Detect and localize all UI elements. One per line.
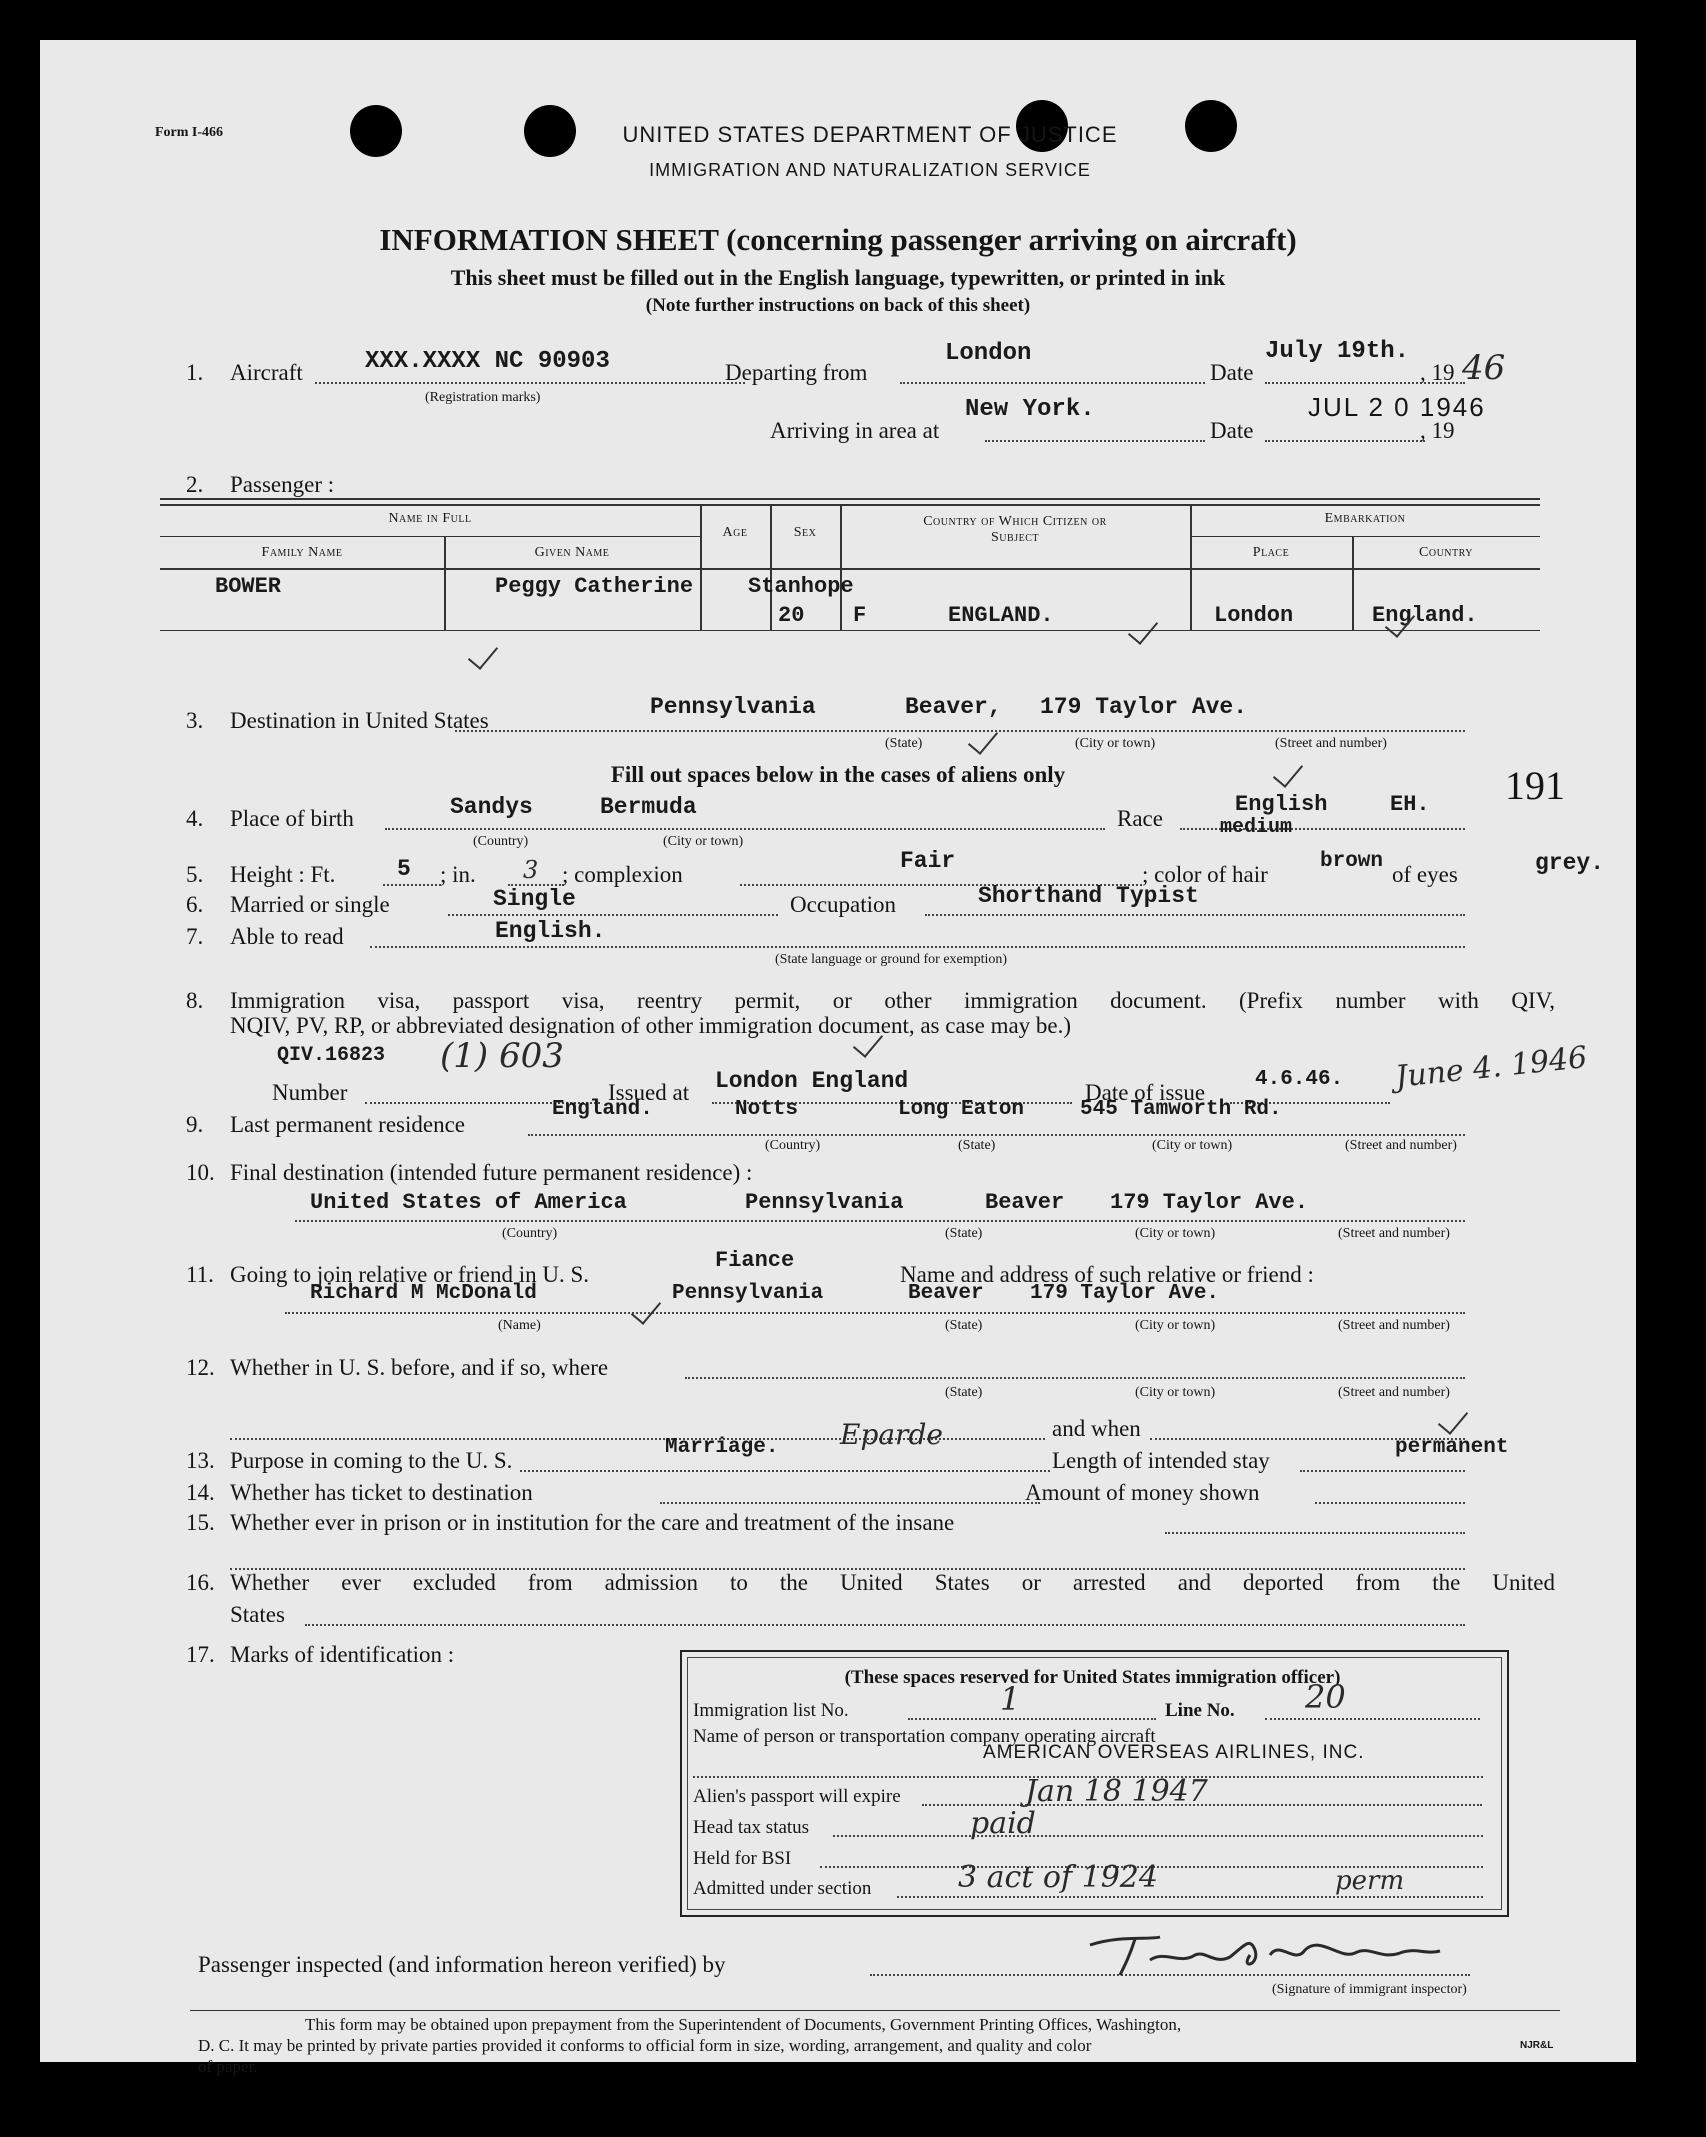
stay-label: Length of intended stay <box>1052 1448 1270 1473</box>
document-instructions-2: NQIV, PV, RP, or abbreviated designation of other immigration document, as case may be.) <box>230 1013 1072 1038</box>
page-number: 191 <box>1505 763 1565 808</box>
hair-label: ; color of hair <box>1142 862 1268 887</box>
state-caption: (State) <box>945 1226 983 1241</box>
bsi-label: Held for BSI <box>693 1848 792 1869</box>
city-caption: (City or town) <box>1135 1318 1216 1333</box>
sex-header: Sex <box>793 525 817 540</box>
language-caption: (State language or ground for exemption) <box>775 952 1008 967</box>
final-city: Beaver <box>985 1190 1065 1215</box>
and-when-label: and when <box>1052 1416 1141 1441</box>
prison-label: Whether ever in prison or in institution for the care and treatment of the insane <box>230 1510 955 1535</box>
check-mark <box>1128 613 1158 645</box>
footer-text-1: This form may be obtained upon prepayment from the Superintendent of Documents, Government Printing Offices, Washington, <box>305 2015 1182 2034</box>
item-number: 11. <box>186 1262 214 1287</box>
state-caption: (State) <box>945 1318 983 1333</box>
city-caption: (City or town) <box>1075 736 1156 751</box>
destination-state: Pennsylvania <box>650 694 816 720</box>
country-caption: (Country) <box>502 1226 558 1241</box>
race-label: Race <box>1117 806 1163 831</box>
passport-expire-label: Alien's passport will expire <box>693 1786 901 1807</box>
state-caption: (State) <box>958 1138 996 1153</box>
aliens-heading: Fill out spaces below in the cases of aliens only <box>610 762 1066 787</box>
departure-date-value: July 19th. <box>1265 338 1410 365</box>
birth-country: Sandys <box>450 794 533 820</box>
country-header: Country <box>1419 545 1473 560</box>
item-number: 16. <box>186 1570 215 1595</box>
document-instructions-1: Immigration visa, passport visa, reentry permit, or other immigration document. (Prefix number with QIV, <box>230 988 1555 1013</box>
purpose-value: Marriage. <box>665 1436 779 1459</box>
country-caption: (Country) <box>473 834 529 849</box>
street-caption: (Street and number) <box>1338 1385 1450 1400</box>
marital-value: Single <box>493 886 576 912</box>
eyes-value: grey. <box>1535 850 1605 876</box>
family-name-value: BOWER <box>215 574 282 599</box>
departure-year-value: 46 <box>1462 348 1506 388</box>
relation-value: Fiance <box>715 1248 795 1273</box>
identification-marks-label: Marks of identification : <box>230 1642 455 1667</box>
admitted-section-extra: perm <box>1335 1866 1405 1896</box>
item-number: 10. <box>186 1160 215 1185</box>
street-caption: (Street and number) <box>1275 736 1387 751</box>
head-tax-label: Head tax status <box>693 1817 810 1838</box>
arriving-label: Arriving in area at <box>770 418 940 443</box>
item-number: 13. <box>186 1448 215 1473</box>
date-label: Date <box>1210 360 1254 385</box>
relative-street: 179 Taylor Ave. <box>1030 1282 1220 1305</box>
punch-hole <box>1185 100 1237 152</box>
join-relative-label: Going to join relative or friend in U. S. <box>230 1262 589 1287</box>
state-caption: (State) <box>945 1385 983 1400</box>
family-name-header: Family Name <box>261 545 343 560</box>
issue-date-value: 4.6.46. <box>1255 1068 1344 1091</box>
check-mark <box>631 1293 661 1325</box>
city-caption: (City or town) <box>663 834 744 849</box>
footer-text-3: of paper. <box>198 2057 258 2076</box>
arrival-stamp: JUL 2 0 1946 <box>1308 392 1486 422</box>
purpose-handwritten: Eparde <box>840 1418 943 1451</box>
name-caption: (Name) <box>498 1318 541 1333</box>
residence-state: Notts <box>735 1098 799 1121</box>
stay-value: permanent <box>1395 1436 1509 1459</box>
embarkation-header: Embarkation <box>1324 511 1406 526</box>
excluded-label: Whether ever excluded from admission to the United States or arrested and deported from the United <box>230 1570 1555 1595</box>
residence-city: Long Eaton <box>898 1098 1025 1121</box>
final-street: 179 Taylor Ave. <box>1110 1190 1309 1215</box>
arrival-year-prefix: , 19 <box>1420 418 1455 443</box>
visa-handwritten: (1) 603 <box>440 1036 564 1076</box>
destination-label: Destination in United States <box>230 708 489 733</box>
footer-code: NJR&L <box>1520 2040 1554 2051</box>
form-number: Form I-466 <box>155 125 224 140</box>
street-caption: (Street and number) <box>1345 1138 1457 1153</box>
punch-hole <box>524 105 576 157</box>
arriving-value: New York. <box>965 396 1095 423</box>
place-header: Place <box>1252 545 1290 560</box>
street-caption: (Street and number) <box>1338 1318 1450 1333</box>
destination-street: 179 Taylor Ave. <box>1040 694 1248 720</box>
department-name: UNITED STATES DEPARTMENT OF JUSTICE <box>622 122 1118 147</box>
height-inches: 3 <box>523 856 539 884</box>
aircraft-label: Aircraft <box>230 360 303 385</box>
page-subtitle: This sheet must be filled out in the English language, typewritten, or printed in ink <box>450 265 1226 290</box>
item-number: 3. <box>186 708 204 733</box>
registration-caption: (Registration marks) <box>425 390 541 405</box>
final-state: Pennsylvania <box>745 1190 904 1215</box>
item-number: 4. <box>186 806 204 831</box>
immigration-list-value: 1 <box>1000 1680 1021 1718</box>
city-caption: (City or town) <box>1152 1138 1233 1153</box>
city-caption: (City or town) <box>1135 1385 1216 1400</box>
given-name-value: Peggy Catherine <box>495 574 694 599</box>
admitted-section-label: Admitted under section <box>693 1878 872 1899</box>
page-title: INFORMATION SHEET (concerning passenger arriving on aircraft) <box>379 222 1297 257</box>
hair-value: brown <box>1320 850 1384 873</box>
race-code: EH. <box>1390 792 1430 817</box>
sex-value: F <box>853 603 867 628</box>
previous-visit-label: Whether in U. S. before, and if so, where <box>230 1355 609 1380</box>
item-number: 12. <box>186 1355 215 1380</box>
item-number: 2. <box>186 472 204 497</box>
citizenship-header: Country of Which Citizen or Subject <box>923 514 1107 545</box>
embarkation-country-value: England. <box>1372 603 1478 628</box>
admitted-section-value: 3 act of 1924 <box>958 1860 1158 1895</box>
item-number: 8. <box>186 988 204 1013</box>
relative-state: Pennsylvania <box>672 1282 824 1305</box>
company-value: AMERICAN OVERSEAS AIRLINES, INC. <box>983 1742 1365 1763</box>
line-number-label: Line No. <box>1165 1700 1235 1721</box>
check-mark <box>468 638 498 670</box>
relative-city: Beaver <box>908 1282 984 1305</box>
company-label: Name of person or transportation company operating aircraft <box>693 1726 1156 1747</box>
line-number-value: 20 <box>1305 1678 1346 1716</box>
height-label: Height : Ft. <box>230 862 336 887</box>
name-in-full-header: Name in Full <box>388 511 472 526</box>
departing-value: London <box>945 340 1032 367</box>
document-sheet <box>40 40 1636 2076</box>
height-feet: 5 <box>397 856 411 882</box>
read-label: Able to read <box>230 924 344 949</box>
ticket-label: Whether has ticket to destination <box>230 1480 533 1505</box>
embarkation-place-value: London <box>1214 603 1294 628</box>
age-header: Age <box>722 525 748 540</box>
aircraft-value: XXX.XXXX NC 90903 <box>365 348 610 375</box>
marital-label: Married or single <box>230 892 390 917</box>
destination-city: Beaver, <box>905 694 1002 720</box>
excluded-label-2: States <box>230 1602 285 1627</box>
read-value: English. <box>495 918 606 944</box>
departing-label: Departing from <box>725 360 868 385</box>
complexion-label: ; complexion <box>562 862 683 887</box>
birthplace-label: Place of birth <box>230 806 354 831</box>
issue-date-handwritten: June 4. 1946 <box>1393 1040 1589 1095</box>
issue-date-label: Date of issue <box>1085 1080 1206 1105</box>
city-caption: (City or town) <box>1135 1226 1216 1241</box>
item-number: 15. <box>186 1510 215 1535</box>
visa-typed: QIV.16823 <box>277 1044 386 1067</box>
item-number: 9. <box>186 1112 204 1137</box>
item-number: 17. <box>186 1642 215 1667</box>
residence-street: 545 Tamworth Rd. <box>1080 1098 1282 1121</box>
service-name: IMMIGRATION AND NATURALIZATION SERVICE <box>649 160 1091 180</box>
citizenship-value: ENGLAND. <box>948 603 1054 628</box>
item-number: 6. <box>186 892 204 917</box>
officer-box-heading: (These spaces reserved for United States immigration officer) <box>844 1667 1341 1688</box>
occupation-label: Occupation <box>790 892 897 917</box>
passenger-label: Passenger : <box>230 472 335 497</box>
item-number: 14. <box>186 1480 215 1505</box>
inspector-signature <box>1080 1925 1460 1985</box>
race-value-2: medium <box>1220 816 1293 839</box>
residence-label: Last permanent residence <box>230 1112 465 1137</box>
item-number: 5. <box>186 862 204 887</box>
given-name-extra: Stanhope <box>748 574 854 599</box>
inspection-label: Passenger inspected (and information hereon verified) by <box>198 1952 726 1977</box>
check-mark <box>968 723 998 755</box>
check-mark <box>1438 1403 1468 1435</box>
race-value: English <box>1235 792 1328 817</box>
number-label: Number <box>272 1080 348 1105</box>
passport-expire-value: Jan 18 1947 <box>1025 1774 1208 1809</box>
street-caption: (Street and number) <box>1338 1226 1450 1241</box>
eyes-label: of eyes <box>1392 862 1458 887</box>
year-prefix: , 19 <box>1420 360 1455 385</box>
inches-label: ; in. <box>440 862 476 887</box>
punch-hole <box>350 105 402 157</box>
head-tax-value: paid <box>970 1806 1036 1841</box>
money-label: Amount of money shown <box>1025 1480 1260 1505</box>
relative-name-label: Name and address of such relative or friend : <box>900 1262 1314 1287</box>
birth-city: Bermuda <box>600 794 697 820</box>
item-number: 7. <box>186 924 204 949</box>
purpose-label: Purpose in coming to the U. S. <box>230 1448 513 1473</box>
issued-label: Issued at <box>608 1080 690 1105</box>
footer-text-2: D. C. It may be printed by private parties provided it conforms to official form in size, wording, arrangement, and quality and color <box>198 2036 1092 2055</box>
given-name-header: Given Name <box>534 545 610 560</box>
immigration-list-label: Immigration list No. <box>693 1700 849 1721</box>
instructions-note: (Note further instructions on back of this sheet) <box>645 295 1031 316</box>
signature-caption: (Signature of immigrant inspector) <box>1272 1982 1467 1997</box>
item-number: 1. <box>186 360 204 385</box>
complexion-value: Fair <box>900 848 956 874</box>
final-destination-label: Final destination (intended future permanent residence) : <box>230 1160 753 1185</box>
age-value: 20 <box>778 603 805 628</box>
arrival-date-label: Date <box>1210 418 1254 443</box>
state-caption: (State) <box>885 736 923 751</box>
residence-country: England. <box>552 1098 653 1121</box>
occupation-value: Shorthand Typist <box>978 883 1199 909</box>
country-caption: (Country) <box>765 1138 821 1153</box>
final-country: United States of America <box>310 1190 627 1215</box>
issued-value: London England <box>715 1068 909 1094</box>
relative-name: Richard M McDonald <box>310 1282 537 1305</box>
